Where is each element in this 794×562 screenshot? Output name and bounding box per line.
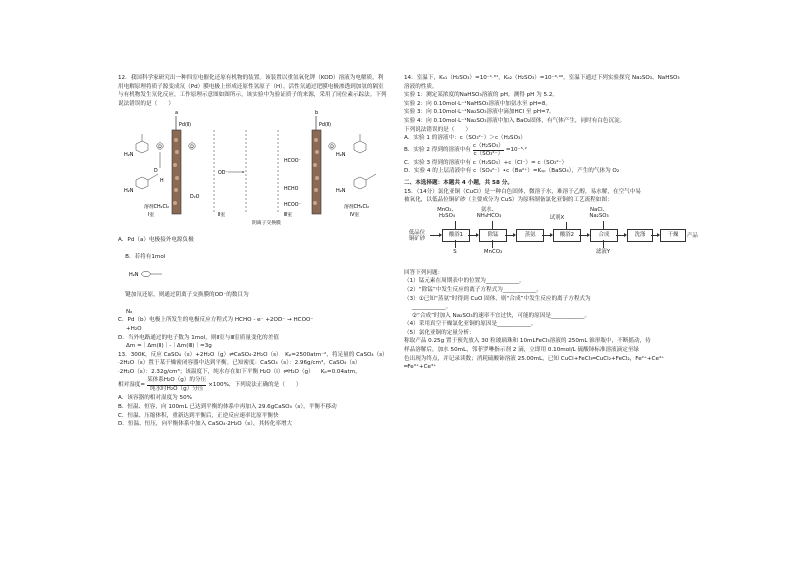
q13-option-d: D．恒温、恒压，向平衡体系中加入 CaSO₄·2H₂O（s），其转化率增大: [118, 421, 293, 428]
electrode-b-label: b: [315, 110, 319, 117]
d-circle-left: D: [158, 145, 162, 151]
electrode-a: [172, 130, 181, 214]
q14-exp-4: 实验 4：向 0.10mol·L⁻¹Na₂SO₃溶液中加入 BaO₂固体，有气体产生，同时有白色沉淀。: [404, 117, 626, 124]
q14-exp-3: 实验 3：向 0.10mol·L⁻¹Na₂SO₃溶液中滴加HCl 至 pH=7。: [404, 109, 555, 116]
flow-step-synthesis: 合成: [590, 229, 618, 242]
flow-reagent-5: NaCl、 Na₂SO₃: [589, 206, 609, 220]
flow-reagent-x: 试剂X: [549, 214, 565, 221]
q12-option-a: A．Pd（a）电极接外电源负极: [118, 236, 194, 243]
q14-option-d: D．实验 4 的上层清液中有 c（SO₄²⁻）•c（Ba²⁺）=Kₛₚ（BaSO₄），产生的气体为 O₂: [404, 168, 620, 175]
pd-left-label: Pd(Ⅱ): [179, 123, 192, 129]
q12-option-d: D．当外电路通过的电子数为 1mol，则Ⅱ室与Ⅲ室质量变化的差值: [118, 334, 279, 341]
flow-output-mnco3: MnCO₃: [483, 248, 503, 255]
q12-option-b: B．若将有1mol H₂N 键加氘还原，则通过阴离子交换膜的OD⁻的数目为: [118, 245, 388, 308]
solvent-right: 溶剂CH₂Cl₂: [344, 205, 370, 211]
flow-reagent-1: MnO₂、 H₂SO₄: [437, 206, 457, 220]
q12-stem: 12．我国科学家研究出一种四室电催化还原有机物的装置。该装置以重氢氧化钾（KOD）溶液为电解质，利用电解原理将质子源变成氘（Pd）膜电极上形成还原性氢原子（H），活性氘通过钯膜电极渗透到加氢的隔室与有机物发生氘化反应，工作原理示意图如图所示，该实验中为验证质子的来源，采用了同位素示踪法。下列说法错误的是（ ）: [118, 75, 387, 107]
q15-answer-intro: 回答下列问题：: [404, 269, 444, 276]
q15-stem-2: 被氧化，以低品位铜矿砂（主要成分为 CuS）为原料制备氯化亚铜的工艺流程如图：: [404, 197, 613, 204]
relative-humidity-formula: 相对湿度= 某体系H₂O（g）的分压 纯水时H₂O（g）分压 ×100%，下列说法正确的是（ ）: [118, 377, 302, 392]
flow-output-s: S: [453, 248, 457, 255]
section-2-heading: 二、本选择题：本题共 4 小题，共 58 分。: [404, 179, 513, 186]
q12-option-c: C．Pd（b）电极上所发生的电极反应方程式为 HCHO - e⁻ +2OD⁻ → HCOO⁻: [118, 317, 314, 324]
solvent-left: 溶剂CH₂Cl₂: [144, 205, 170, 211]
left-column: [118, 74, 388, 429]
room-3-label: Ⅲ室: [284, 213, 293, 219]
q15-sub-2: （2）“除锰”中发生反应的离子方程式为____________。: [404, 286, 543, 293]
q15-stem-1: 15．（14分）氯化亚铜（CuCl）是一种白色固体，微溶于水，难溶于乙醇，易水解，在空气中易: [404, 188, 641, 195]
electrode-b: [312, 130, 321, 214]
room-2-label: Ⅱ室: [218, 213, 226, 219]
flow-output-filtrate-y: 滤液Y: [595, 248, 611, 255]
svg-text:D: D: [190, 145, 194, 151]
nh2-left-top: H₂N: [124, 152, 134, 159]
q12-option-c-cont: +H₂O: [126, 325, 142, 332]
electrode-a-label: a: [175, 110, 179, 117]
svg-text:H: H: [160, 179, 164, 185]
q14-option-b: B．实验 2 得到的溶液中有 $\frac{\text{c（H₂SO₃）}}{\text{c（SO₃²⁻）}}$ =10⁻⁵·²: [404, 142, 527, 158]
q15-sub-5-text-2: 样品溶解后，加水 50mL，邻菲罗啉指示剂 2 滴，立即用 0.10mol/L 硫酸铈标准溶液滴定至绿: [404, 347, 640, 354]
q14-exp-2: 实验 2：向 0.10mol·L⁻¹NaHSO₃溶液中加氨水至 pH=8。: [404, 100, 552, 107]
q15-sub-5-text-3: 色出现为终点，并记录读数；消耗硫酸铈溶液 25.00mL，已知 CuCl+FeCl₃═CuCl₂+FeCl₂，Fe²⁺+Ce⁴⁺: [404, 355, 665, 362]
flow-step-distill-ammonia: 蒸氨: [516, 229, 544, 242]
svg-text:D: D: [154, 169, 158, 175]
q13-option-a: A．该容器的相对湿度为 50%: [118, 395, 192, 402]
flow-step-wash: 洗涤: [627, 229, 653, 242]
process-flowchart: [404, 207, 686, 265]
pd-right-label: Pd(Ⅱ): [319, 123, 332, 129]
q15-sub-5: （5）氯化亚铜的定量分析：: [404, 329, 475, 336]
hcoo2-label: HCOO⁻: [284, 203, 302, 209]
q12-figure: [118, 110, 388, 232]
svg-text:H₂N: H₂N: [128, 272, 139, 279]
d2o-label: D₂O: [190, 195, 200, 201]
q13-option-c: C．恒温、压缩体积，重新达到平衡后，正逆反应速率比原平衡快: [118, 412, 279, 419]
hcho-label: HCHO: [284, 187, 299, 193]
q12-option-d-cont: Δm =｜Δm(Ⅱ)｜-｜Δm(Ⅲ)｜=3g: [126, 343, 212, 350]
flow-start: 低品位 铜矿砂: [408, 229, 426, 243]
q14-ask: 下列说法错误的是（ ）: [404, 126, 472, 133]
q13-stem-1: 13．300K，反应 CaSO₄（s）+2H₂O（g）⇌CaSO₄·2H₂O（s） Kₚ=2500atm⁻²，将足量的 CaSO₄（s）: [118, 351, 388, 358]
q14-stem-2: 溶液的性质。: [404, 83, 438, 90]
nh2-right-bottom: H₂N: [336, 188, 346, 195]
q15-sub-3: （3）①已知“蒸氨”时得到 CuO 固体，则“合成”中发生反应的离子方程式为: [404, 295, 591, 302]
flow-step-acid-leach-1: 酸浴1: [442, 229, 470, 242]
q14-exp-1: 实验 1：测定某浓度的NaHSO₃溶液的 pH，测得 pH 为 5.2。: [404, 92, 558, 99]
flow-step-dry: 干燥: [660, 229, 686, 242]
right-column: [404, 74, 686, 372]
room-4-label: Ⅳ室: [350, 213, 360, 219]
aniline-alkyne-icon: [118, 274, 163, 289]
q13-stem-2: ·2H₂O（s）置于某干燥密闭容器中达到平衡。已知密度：CaSO₄（s）：2.96g/cm³，CaSO₄（s）: [118, 360, 361, 367]
hcoo-label: HCOO⁻: [284, 159, 302, 165]
q14-option-a: A．实验 1 的溶液中：c（SO₃²⁻）＞c（H₂SO₃）: [404, 135, 526, 142]
electrolysis-diagram: [118, 110, 388, 228]
q14-option-c: C．实验 3 得到的溶液中有 c（H₂SO₃）+c（Cl⁻）= c（SO₃²⁻）: [404, 159, 568, 166]
q13-stem-3: ·2H₂O（s）：2.32g/cm³；该温度下，纯水存在如下平衡 H₂O（l）⇌H₂O（g） Kₚ=0.04atm，: [118, 368, 361, 375]
q13-option-b: B．恒温、恒容，向 100mL 已达到平衡的体系中再加入 29.6gCaSO₄（s），平衡不移动: [118, 404, 337, 411]
flow-end-label: 产品: [687, 232, 698, 239]
q14-stem-1: 14．室温下，Kₐ₁（H₂SO₃）=10⁻¹·⁸¹，Kₐ₂（H₂SO₃）=10⁻⁶·⁹⁹，室温下通过下列实验探究 Na₂SO₃、NaHSO₃: [404, 75, 680, 81]
d-circle-right: D: [330, 145, 334, 151]
q15-sub-5-text-1: 称取产品 0.25g 置于预先放入 30 粒玻璃珠和 10mLFeCl₃溶液的 250mL 锥形瓶中，不断摇动，待: [404, 338, 651, 345]
q12-option-b-cont: Nₐ: [126, 308, 133, 315]
nh2-right-top: H₂N: [336, 152, 346, 159]
flow-step-acid-leach-2: 酸浴2: [553, 229, 581, 242]
q15-sub-3-2: ②“合成”时加入 Na₂SO₃的速率不宜过快，可能的原因是____________。: [412, 312, 591, 319]
od-label: OD⁻: [218, 171, 229, 177]
flow-reagent-2: 氨水、 NH₄HCO₃: [476, 206, 502, 220]
q15-sub-1: （1）锰元素在周期表中的位置为____________。: [404, 278, 526, 285]
q15-sub-3-blank: ____________。: [412, 304, 452, 311]
room-1-label: Ⅰ室: [148, 213, 155, 219]
q15-sub-5-text-4: ═Fe³⁺+Ce³⁺: [404, 364, 437, 371]
nh2-left-bottom: H₂N: [124, 188, 134, 195]
membrane-label: 阴离子交换膜: [252, 221, 281, 227]
q15-sub-4: （4）采用真空干燥氯化亚铜的原因是____________。: [404, 321, 537, 328]
flow-step-remove-mn: 除锰: [479, 229, 507, 242]
